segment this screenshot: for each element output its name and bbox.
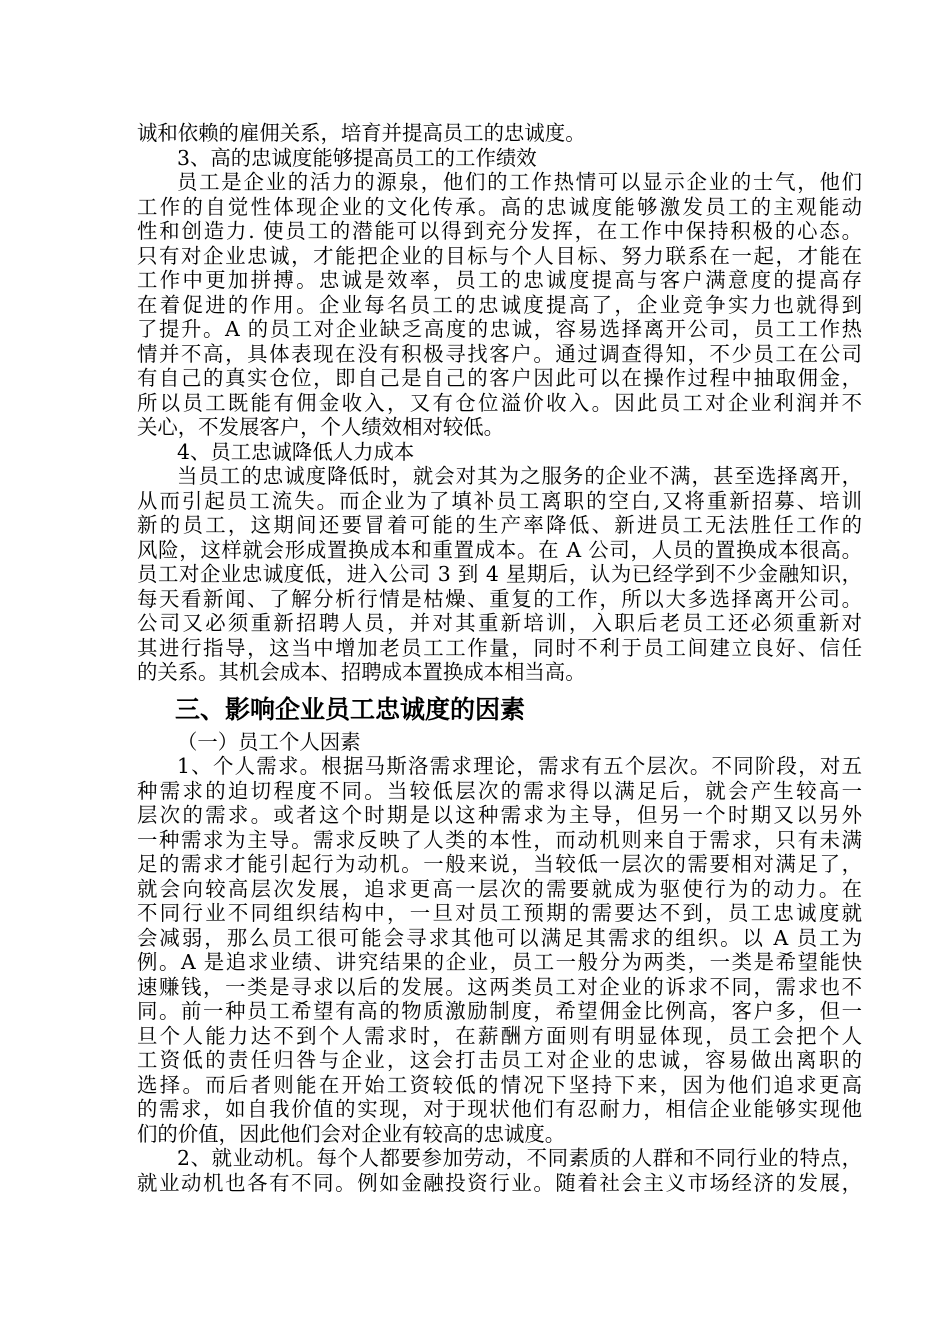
- paragraph-line: 关心，不发展客户，个人绩效相对较低。: [137, 415, 505, 439]
- paragraph-line: 1、个人需求。根据马斯洛需求理论，需求有五个层次。不同阶段，对五: [177, 754, 862, 778]
- paragraph-cost: [137, 464, 862, 685]
- paragraph-line: 旦个人能力达不到个人需求时，在薪酬方面则有明显体现，员工会把个人: [137, 1023, 862, 1048]
- paragraph-line: 工作的自觉性体现企业的文化传承。高的忠诚度能够激发员工的主观能动: [137, 194, 862, 219]
- paragraph-line: 2、就业动机。每个人都要参加劳动，不同素质的人群和不同行业的特点，: [177, 1146, 862, 1170]
- paragraph-line: 所以员工既能有佣金收入，又有仓位溢价收入。因此员工对企业利润并不: [137, 390, 862, 415]
- paragraph-line: 例。A 是追求业绩、讲究结果的企业，员工一般分为两类，一类是希望能快: [137, 950, 862, 974]
- paragraph-line: 了提升。A 的员工对企业缺乏高度的忠诚，容易选择离开公司，员工工作热: [137, 317, 862, 341]
- subheading-4: 4、员工忠诚降低人力成本: [177, 439, 415, 464]
- document-page: [137, 121, 862, 1195]
- paragraph-line: 从而引起员工流失。而企业为了填补员工离职的空白,又将重新招募、培训: [137, 488, 862, 513]
- paragraph-line: 只有对企业忠诚，才能把企业的目标与个人目标、努力联系在一起，才能在: [137, 243, 862, 268]
- paragraph-line: 会减弱，那么员工很可能会寻求其他可以满足其需求的组织。以 A 员工为: [137, 925, 862, 950]
- paragraph-line: 工作中更加拼搏。忠诚是效率，员工的忠诚度提高与客户满意度的提高存: [137, 268, 862, 292]
- sub-title: （一）员工个人因素: [177, 729, 361, 754]
- subheading-3: 3、高的忠诚度能够提高员工的工作绩效: [177, 145, 537, 170]
- paragraph-line: 有自己的真实仓位，即自己是自己的客户因此可以在操作过程中抽取佣金，: [137, 366, 862, 390]
- paragraph-line: 工资低的责任归咎与企业，这会打击员工对企业的忠诚，容易做出离职的: [137, 1048, 862, 1072]
- paragraph-line: 的关系。其机会成本、招聘成本置换成本相当高。: [137, 660, 586, 684]
- paragraph-personal-needs: [137, 754, 862, 1146]
- paragraph-line: 情并不高，具体表现在没有积极寻找客户。通过调查得知，不少员工在公司: [137, 341, 862, 366]
- paragraph-performance: [137, 170, 862, 440]
- paragraph-line: 同。前一种员工希望有高的物质激励制度，希望佣金比例高，客户多，但一: [137, 999, 862, 1023]
- paragraph-line: 就会向较高层次发展，追求更高一层次的需要就成为驱使行为的动力。在: [137, 876, 862, 901]
- paragraph-line: 风险，这样就会形成置换成本和重置成本。在 A 公司，人员的置换成本很高。: [137, 537, 862, 562]
- paragraph-line: 层次的需求。或者这个时期是以这种需求为主导，但另一个时期又以另外: [137, 803, 862, 827]
- paragraph-line: 选择。而后者则能在开始工资较低的情况下坚持下来，因为他们追求更高: [137, 1072, 862, 1097]
- paragraph-line: 种需求的迫切程度不同。当较低层次的需求得以满足后，就会产生较高一: [137, 778, 862, 803]
- paragraph-line: 在着促进的作用。企业每名员工的忠诚度提高了，企业竞争实力也就得到: [137, 292, 862, 317]
- paragraph-line: 员工是企业的活力的源泉，他们的工作热情可以显示企业的士气，他们: [177, 170, 862, 194]
- paragraph-line: 诚和依赖的雇佣关系，培育并提高员工的忠诚度。: [137, 121, 586, 145]
- section-title: 三、影响企业员工忠诚度的因素: [175, 694, 526, 724]
- paragraph-line: 就业动机也各有不同。例如金融投资行业。随着社会主义市场经济的发展，: [137, 1170, 862, 1195]
- paragraph-line: 不同行业不同组织结构中，一旦对员工预期的需要达不到，员工忠诚度就: [137, 901, 862, 925]
- paragraph-line: 们的价值，因此他们会对企业有较高的忠诚度。: [137, 1121, 566, 1146]
- paragraph-line: 每天看新闻、了解分析行情是枯燥、重复的工作，所以大多选择离开公司。: [137, 586, 862, 611]
- paragraph-line: 一种需求为主导。需求反映了人类的本性，而动机则来自于需求，只有未满: [137, 827, 862, 852]
- paragraph-line: 公司又必须重新招聘人员，并对其重新培训，入职后老员工还必须重新对: [137, 611, 862, 635]
- paragraph-employment-motive: [137, 1146, 862, 1195]
- paragraph-line: 新的员工，这期间还要冒着可能的生产率降低、新进员工无法胜任工作的: [137, 513, 862, 537]
- paragraph-line: 当员工的忠诚度降低时，就会对其为之服务的企业不满，甚至选择离开，: [177, 464, 862, 488]
- paragraph-line: 员工对企业忠诚度低，进入公司 3 到 4 星期后，认为已经学到不少金融知识，: [137, 562, 862, 586]
- paragraph-line: 速赚钱，一类是寻求以后的发展。这两类员工对企业的诉求不同，需求也不: [137, 974, 862, 999]
- paragraph-line: 性和创造力. 使员工的潜能可以得到充分发挥，在工作中保持积极的心态。: [137, 219, 862, 243]
- paragraph-line: 的需求，如自我价值的实现，对于现状他们有忍耐力，相信企业能够实现他: [137, 1097, 862, 1121]
- paragraph-line: 其进行指导，这当中增加老员工工作量，同时不利于员工间建立良好、信任: [137, 635, 862, 660]
- paragraph-line: 足的需求才能引起行为动机。一般来说，当较低一层次的需要相对满足了，: [137, 852, 862, 876]
